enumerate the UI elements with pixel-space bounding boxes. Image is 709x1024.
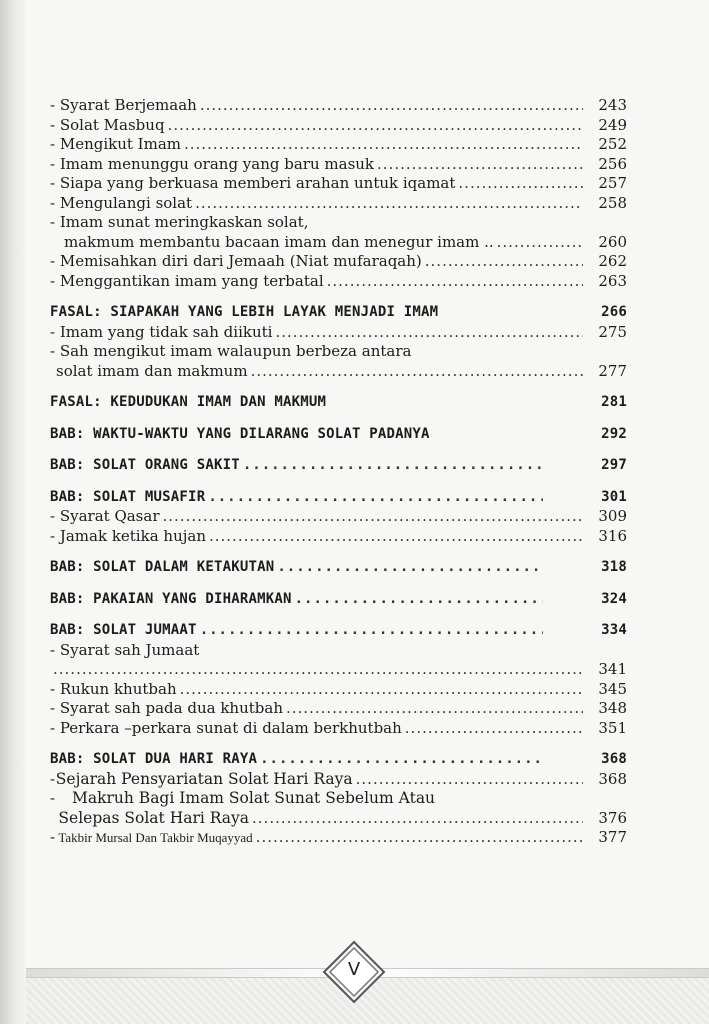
toc-page-number: 263	[598, 271, 627, 290]
toc-entry-title: - Rukun khutbah	[50, 679, 177, 698]
toc-entry	[50, 135, 627, 155]
toc-entry-title: - Syarat Qasar	[50, 507, 160, 525]
toc-page-number: 351	[598, 718, 627, 737]
toc-heading	[50, 303, 627, 323]
toc-entry-title: BAB: SOLAT JUMAAT	[50, 622, 197, 638]
toc-page-number: 292	[601, 425, 627, 442]
toc-entry	[50, 342, 627, 362]
toc-entry-title: - Imam yang tidak sah diikuti	[50, 322, 273, 341]
toc-heading	[50, 456, 627, 476]
list-dash: -	[50, 789, 56, 807]
dot-leader	[252, 809, 583, 829]
toc-entry	[50, 233, 627, 253]
toc-entry-title: - Perkara –perkara sunat di dalam berkhutbah	[50, 718, 402, 737]
toc-entry-title: Takbir Mursal Dan Takbir Muqayyad	[58, 830, 253, 845]
dot-leader	[377, 155, 583, 175]
dot-leader	[251, 362, 583, 382]
toc-entry-title: - Memisahkan diri dari Jemaah (Niat mufaraqah)	[50, 252, 422, 270]
toc-entry-title: - Solat Masbuq	[50, 115, 165, 134]
dot-leader	[286, 699, 583, 719]
dot-leader	[260, 750, 543, 770]
toc-spacer	[50, 291, 627, 303]
dot-leader	[163, 507, 584, 527]
toc-entry-title: - Imam sunat meringkaskan solat,	[50, 213, 309, 231]
dot-leader	[209, 527, 583, 547]
toc-page-number: 334	[601, 622, 627, 638]
toc-page-number: 318	[601, 559, 627, 575]
dot-leader	[277, 558, 543, 578]
toc-entry	[50, 194, 627, 214]
toc-entry	[50, 699, 627, 719]
toc-entry	[50, 213, 627, 233]
dot-leader	[243, 456, 543, 476]
toc-entry-title: - Imam menunggu orang yang baru masuk	[50, 154, 375, 173]
toc-entry	[50, 789, 627, 809]
toc-entry	[50, 660, 627, 680]
dot-leader	[168, 116, 583, 136]
toc-heading	[50, 621, 627, 641]
dot-leader	[208, 488, 543, 508]
dot-leader	[200, 621, 543, 641]
toc-page-number: 262	[598, 252, 627, 270]
toc-entry-title: BAB: SOLAT DUA HARI RAYA	[50, 751, 258, 767]
toc-entry-title: solat imam dan makmum	[56, 361, 248, 380]
dot-leader	[425, 252, 583, 272]
toc-heading	[50, 590, 627, 610]
toc-entry-title: - Syarat sah Jumaat	[50, 640, 200, 659]
toc-entry-title: - Mengikut Imam	[50, 135, 181, 153]
toc-entry	[50, 770, 627, 790]
toc-entry-title: BAB: SOLAT DALAM KETAKUTAN	[50, 559, 275, 575]
toc-entry-title: Makruh Bagi Imam Solat Sunat Sebelum Atau	[72, 789, 436, 807]
toc-spacer	[50, 609, 627, 621]
toc-entry-title: - Menggantikan imam yang terbatal	[50, 271, 324, 290]
toc-entry	[50, 809, 627, 829]
toc-spacer	[50, 444, 627, 456]
toc-page-number: 301	[601, 488, 627, 505]
dot-leader	[256, 828, 583, 848]
toc-heading	[50, 425, 627, 445]
dot-leader	[356, 770, 583, 790]
toc-entry	[50, 680, 627, 700]
dot-leader	[184, 135, 583, 155]
dot-leader	[295, 590, 543, 610]
toc-entry-title: - Jamak ketika hujan	[50, 526, 206, 545]
toc-page-number: 266	[601, 304, 627, 320]
toc-entry	[50, 174, 627, 194]
toc-spacer	[50, 738, 627, 750]
toc-entry	[50, 272, 627, 292]
toc-entry-title: FASAL: SIAPAKAH YANG LEBIH LAYAK MENJADI IMAM	[50, 304, 439, 320]
toc-page-number: 249	[598, 115, 627, 134]
dot-leader	[180, 680, 583, 700]
dot-leader	[405, 719, 583, 739]
toc-page-number: 368	[598, 769, 627, 788]
toc-page-number: 281	[601, 394, 627, 410]
dot-leader	[195, 194, 583, 214]
toc-entry	[50, 252, 627, 272]
toc-page-number: 376	[598, 808, 627, 827]
toc-page-number: 257	[598, 174, 627, 192]
toc-entry-title: - Syarat sah pada dua khutbah	[50, 699, 283, 717]
toc-spacer	[50, 578, 627, 590]
dot-leader	[275, 323, 583, 343]
toc-entry	[50, 155, 627, 175]
toc-entry-title: FASAL: KEDUDUKAN IMAM DAN MAKMUM	[50, 394, 327, 410]
toc-page-number: 297	[601, 457, 627, 473]
toc-page-number: 277	[598, 361, 627, 380]
toc-spacer	[50, 381, 627, 393]
toc-entry-title: - Mengulangi solat	[50, 193, 193, 212]
toc-entry	[50, 323, 627, 343]
toc-entry	[50, 719, 627, 739]
table-of-contents	[50, 96, 627, 848]
toc-spacer	[50, 546, 627, 558]
toc-heading	[50, 750, 627, 770]
toc-spacer	[50, 413, 627, 425]
toc-page-number: 256	[598, 154, 627, 173]
toc-page-number: 341	[598, 660, 627, 678]
toc-entry-title: makmum membantu bacaan imam dan menegur imam ..	[64, 232, 494, 251]
toc-page-number: 258	[598, 193, 627, 212]
book-spine-shadow	[0, 0, 26, 1024]
toc-heading	[50, 558, 627, 578]
toc-heading	[50, 488, 627, 508]
toc-page-number: 348	[598, 699, 627, 717]
toc-entry-title: BAB: PAKAIAN YANG DIHARAMKAN	[50, 590, 292, 607]
toc-heading	[50, 393, 627, 413]
toc-entry-title: Sejarah Pensyariatan Solat Hari Raya	[55, 769, 353, 788]
dot-leader	[458, 174, 583, 194]
toc-entry-title: Selepas Solat Hari Raya	[58, 808, 250, 827]
toc-entry	[50, 828, 627, 848]
toc-entry	[50, 116, 627, 136]
dot-leader	[327, 272, 583, 292]
toc-spacer	[50, 476, 627, 488]
dot-leader	[497, 233, 583, 253]
toc-page-number: 252	[598, 135, 627, 153]
toc-entry	[50, 527, 627, 547]
toc-page-number: 316	[598, 526, 627, 545]
toc-entry-title: - Sah mengikut imam walaupun berbeza antara	[50, 342, 412, 360]
toc-entry-title: - Siapa yang berkuasa memberi arahan untuk iqamat	[50, 174, 456, 192]
toc-page-number: 377	[598, 828, 627, 846]
toc-page-number: 368	[601, 751, 627, 767]
toc-page-number: 324	[601, 590, 627, 607]
dot-leader	[53, 660, 583, 680]
toc-page-number: 260	[598, 232, 627, 251]
dot-leader	[200, 96, 583, 116]
toc-page-number: 275	[598, 322, 627, 341]
toc-entry-title: BAB: SOLAT ORANG SAKIT	[50, 457, 240, 473]
toc-entry-title: - Syarat Berjemaah	[50, 96, 197, 114]
toc-page-number: 345	[598, 679, 627, 698]
toc-entry	[50, 507, 627, 527]
page-number: V	[347, 959, 361, 980]
list-dash: -	[50, 828, 56, 846]
toc-page-number: 243	[598, 96, 627, 114]
toc-page-number: 309	[598, 507, 627, 525]
toc-entry	[50, 362, 627, 382]
list-dash: -	[50, 769, 56, 788]
toc-entry	[50, 96, 627, 116]
toc-entry-title: BAB: WAKTU-WAKTU YANG DILARANG SOLAT PADANYA	[50, 425, 430, 442]
toc-entry-title: BAB: SOLAT MUSAFIR	[50, 488, 206, 505]
toc-entry	[50, 641, 627, 661]
